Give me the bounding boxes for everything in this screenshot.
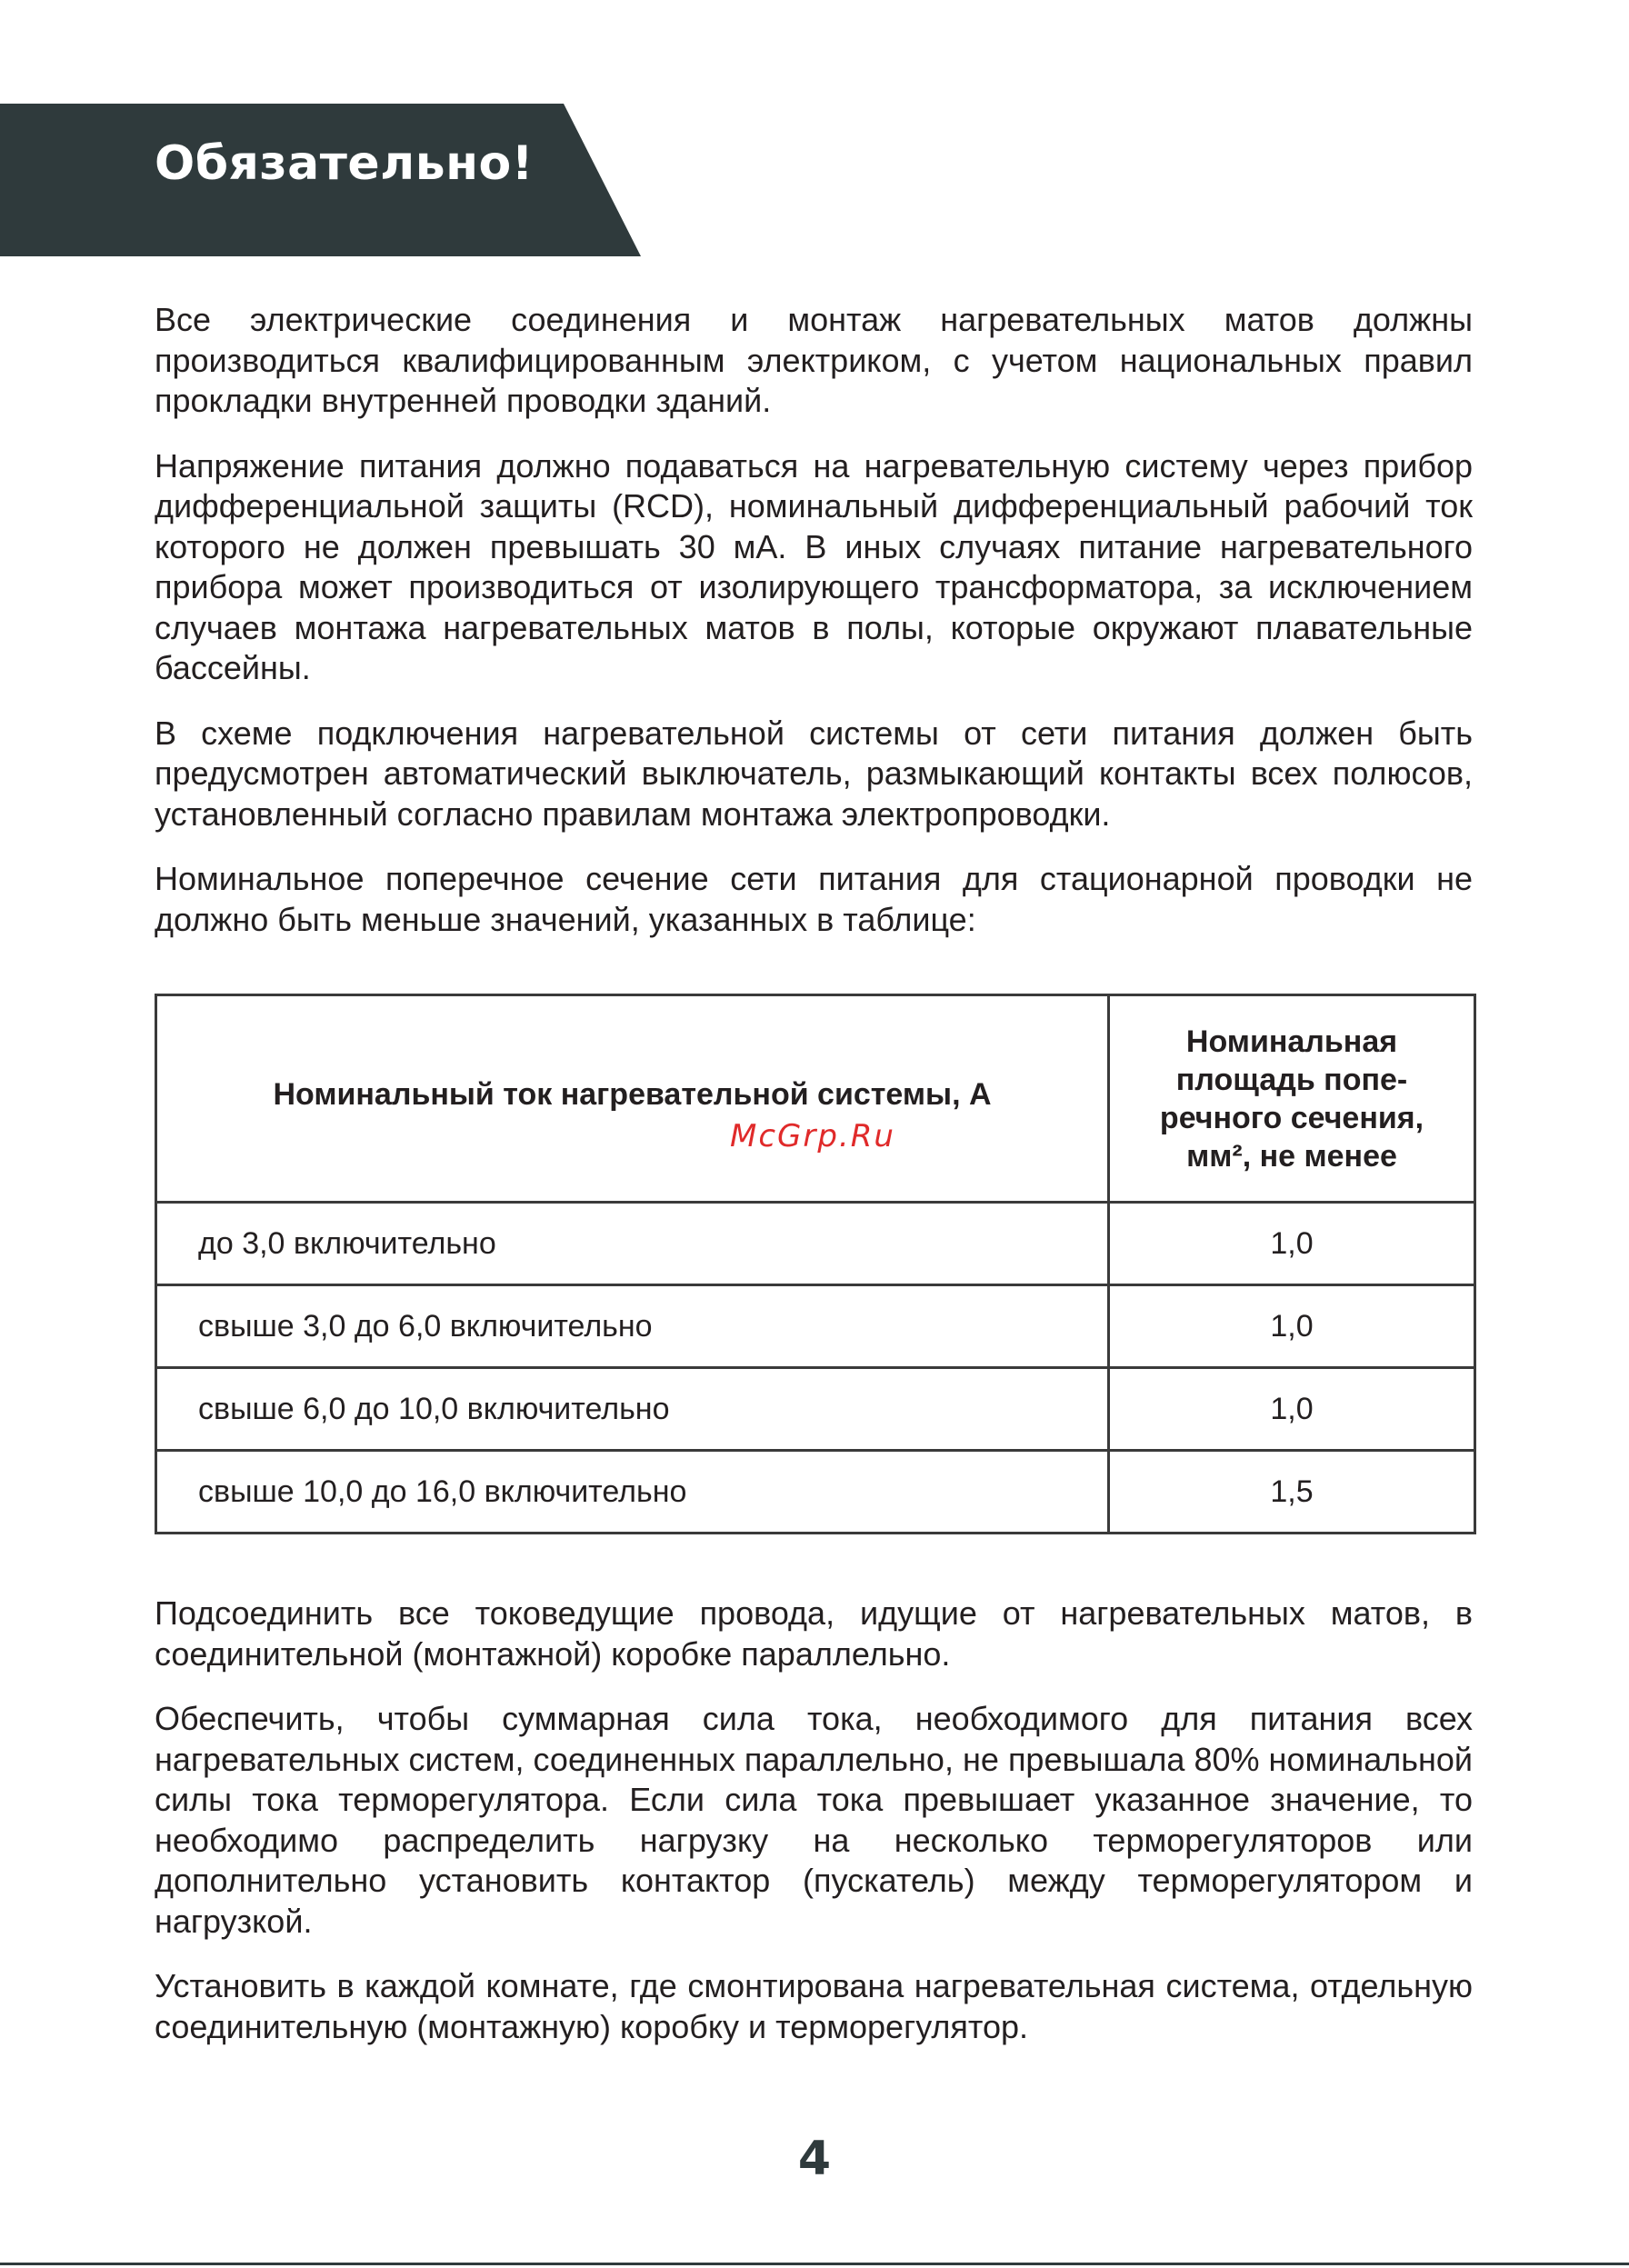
table-row bbox=[156, 1285, 1475, 1368]
table-row bbox=[156, 1368, 1475, 1451]
table-row bbox=[156, 1451, 1475, 1534]
watermark-text: McGrp.Ru bbox=[730, 1118, 895, 1154]
table-cell-current: до 3,0 включительно bbox=[156, 1203, 1109, 1285]
paragraph-qualified-electrician: Все электрические соединения и монтаж нагревательных матов должны производиться квалифицированным электриком, с учетом национальных правил прокладки внутренней проводки зданий. bbox=[155, 301, 1473, 419]
page-title: Обязательно! bbox=[155, 136, 534, 191]
page-bottom-rule bbox=[0, 2263, 1629, 2265]
table-header-area-line: речного сечения, bbox=[1159, 1100, 1424, 1135]
table-header-area-line: площадь попе- bbox=[1175, 1062, 1408, 1097]
page-number: 4 bbox=[797, 2132, 832, 2186]
wiring-instructions-block bbox=[155, 1594, 1473, 2047]
intro-text-block bbox=[155, 300, 1473, 940]
table-cell-area: 1,0 bbox=[1109, 1368, 1475, 1451]
table-header-area-line: Номинальная bbox=[1185, 1024, 1398, 1059]
paragraph-rcd-protection: Напряжение питания должно подаваться на нагревательную систему через прибор дифференциальной защиты (RCD), номинальный дифференциальный рабочий ток которого не должен превышать 30 мА. В иных случаях питание нагревательного прибора может производиться от изолирующего трансформатора, за исключением случаев монтажа нагревательных матов в полы, которые окружают плавательные бассейны. bbox=[155, 446, 1473, 686]
paragraph-per-room-thermostat: Установить в каждой комнате, где смонтирована нагревательная система, отдельную соединительную (монтажную) коробку и терморегулятор. bbox=[155, 1967, 1473, 2045]
table-cell-current: свыше 10,0 до 16,0 включительно bbox=[156, 1451, 1109, 1534]
table-row bbox=[156, 1203, 1475, 1285]
table-header-area bbox=[1109, 995, 1475, 1203]
paragraph-circuit-breaker: В схеме подключения нагревательной системы от сети питания должен быть предусмотрен автоматический выключатель, размыкающий контакты всех полюсов, установленный согласно правилам монтажа электропроводки. bbox=[155, 714, 1473, 833]
table-header-current-label: Номинальный ток нагревательной системы, А bbox=[273, 1077, 992, 1112]
table-cell-area: 1,0 bbox=[1109, 1203, 1475, 1285]
table-header-row bbox=[156, 995, 1475, 1203]
table-header-current bbox=[156, 995, 1109, 1203]
paragraph-cross-section-intro: Номинальное поперечное сечение сети питания для стационарной проводки не должно быть меньше значений, указанных в таблице: bbox=[155, 860, 1473, 938]
paragraph-current-limit: Обеспечить, чтобы суммарная сила тока, необходимого для питания всех нагревательных систем, соединенных параллельно, не превышала 80% номинальной силы тока терморегулятора. Если сила тока превышает указанное значение, то необходимо распределить нагрузку на несколько терморегуляторов или дополнительно установить контактор (пускатель) между терморегулятором и нагрузкой. bbox=[155, 1700, 1473, 1940]
table-cell-current: свыше 6,0 до 10,0 включительно bbox=[156, 1368, 1109, 1451]
cross-section-table-wrapper bbox=[155, 994, 1474, 1534]
table-cell-current: свыше 3,0 до 6,0 включительно bbox=[156, 1285, 1109, 1368]
table-cell-area: 1,5 bbox=[1109, 1451, 1475, 1534]
cross-section-table bbox=[155, 994, 1476, 1534]
table-header-area-line: мм², не менее bbox=[1186, 1138, 1397, 1174]
table-cell-area: 1,0 bbox=[1109, 1285, 1475, 1368]
paragraph-parallel-connection: Подсоединить все токоведущие провода, идущие от нагревательных матов, в соединительной (монтажной) коробке параллельно. bbox=[155, 1594, 1473, 1673]
